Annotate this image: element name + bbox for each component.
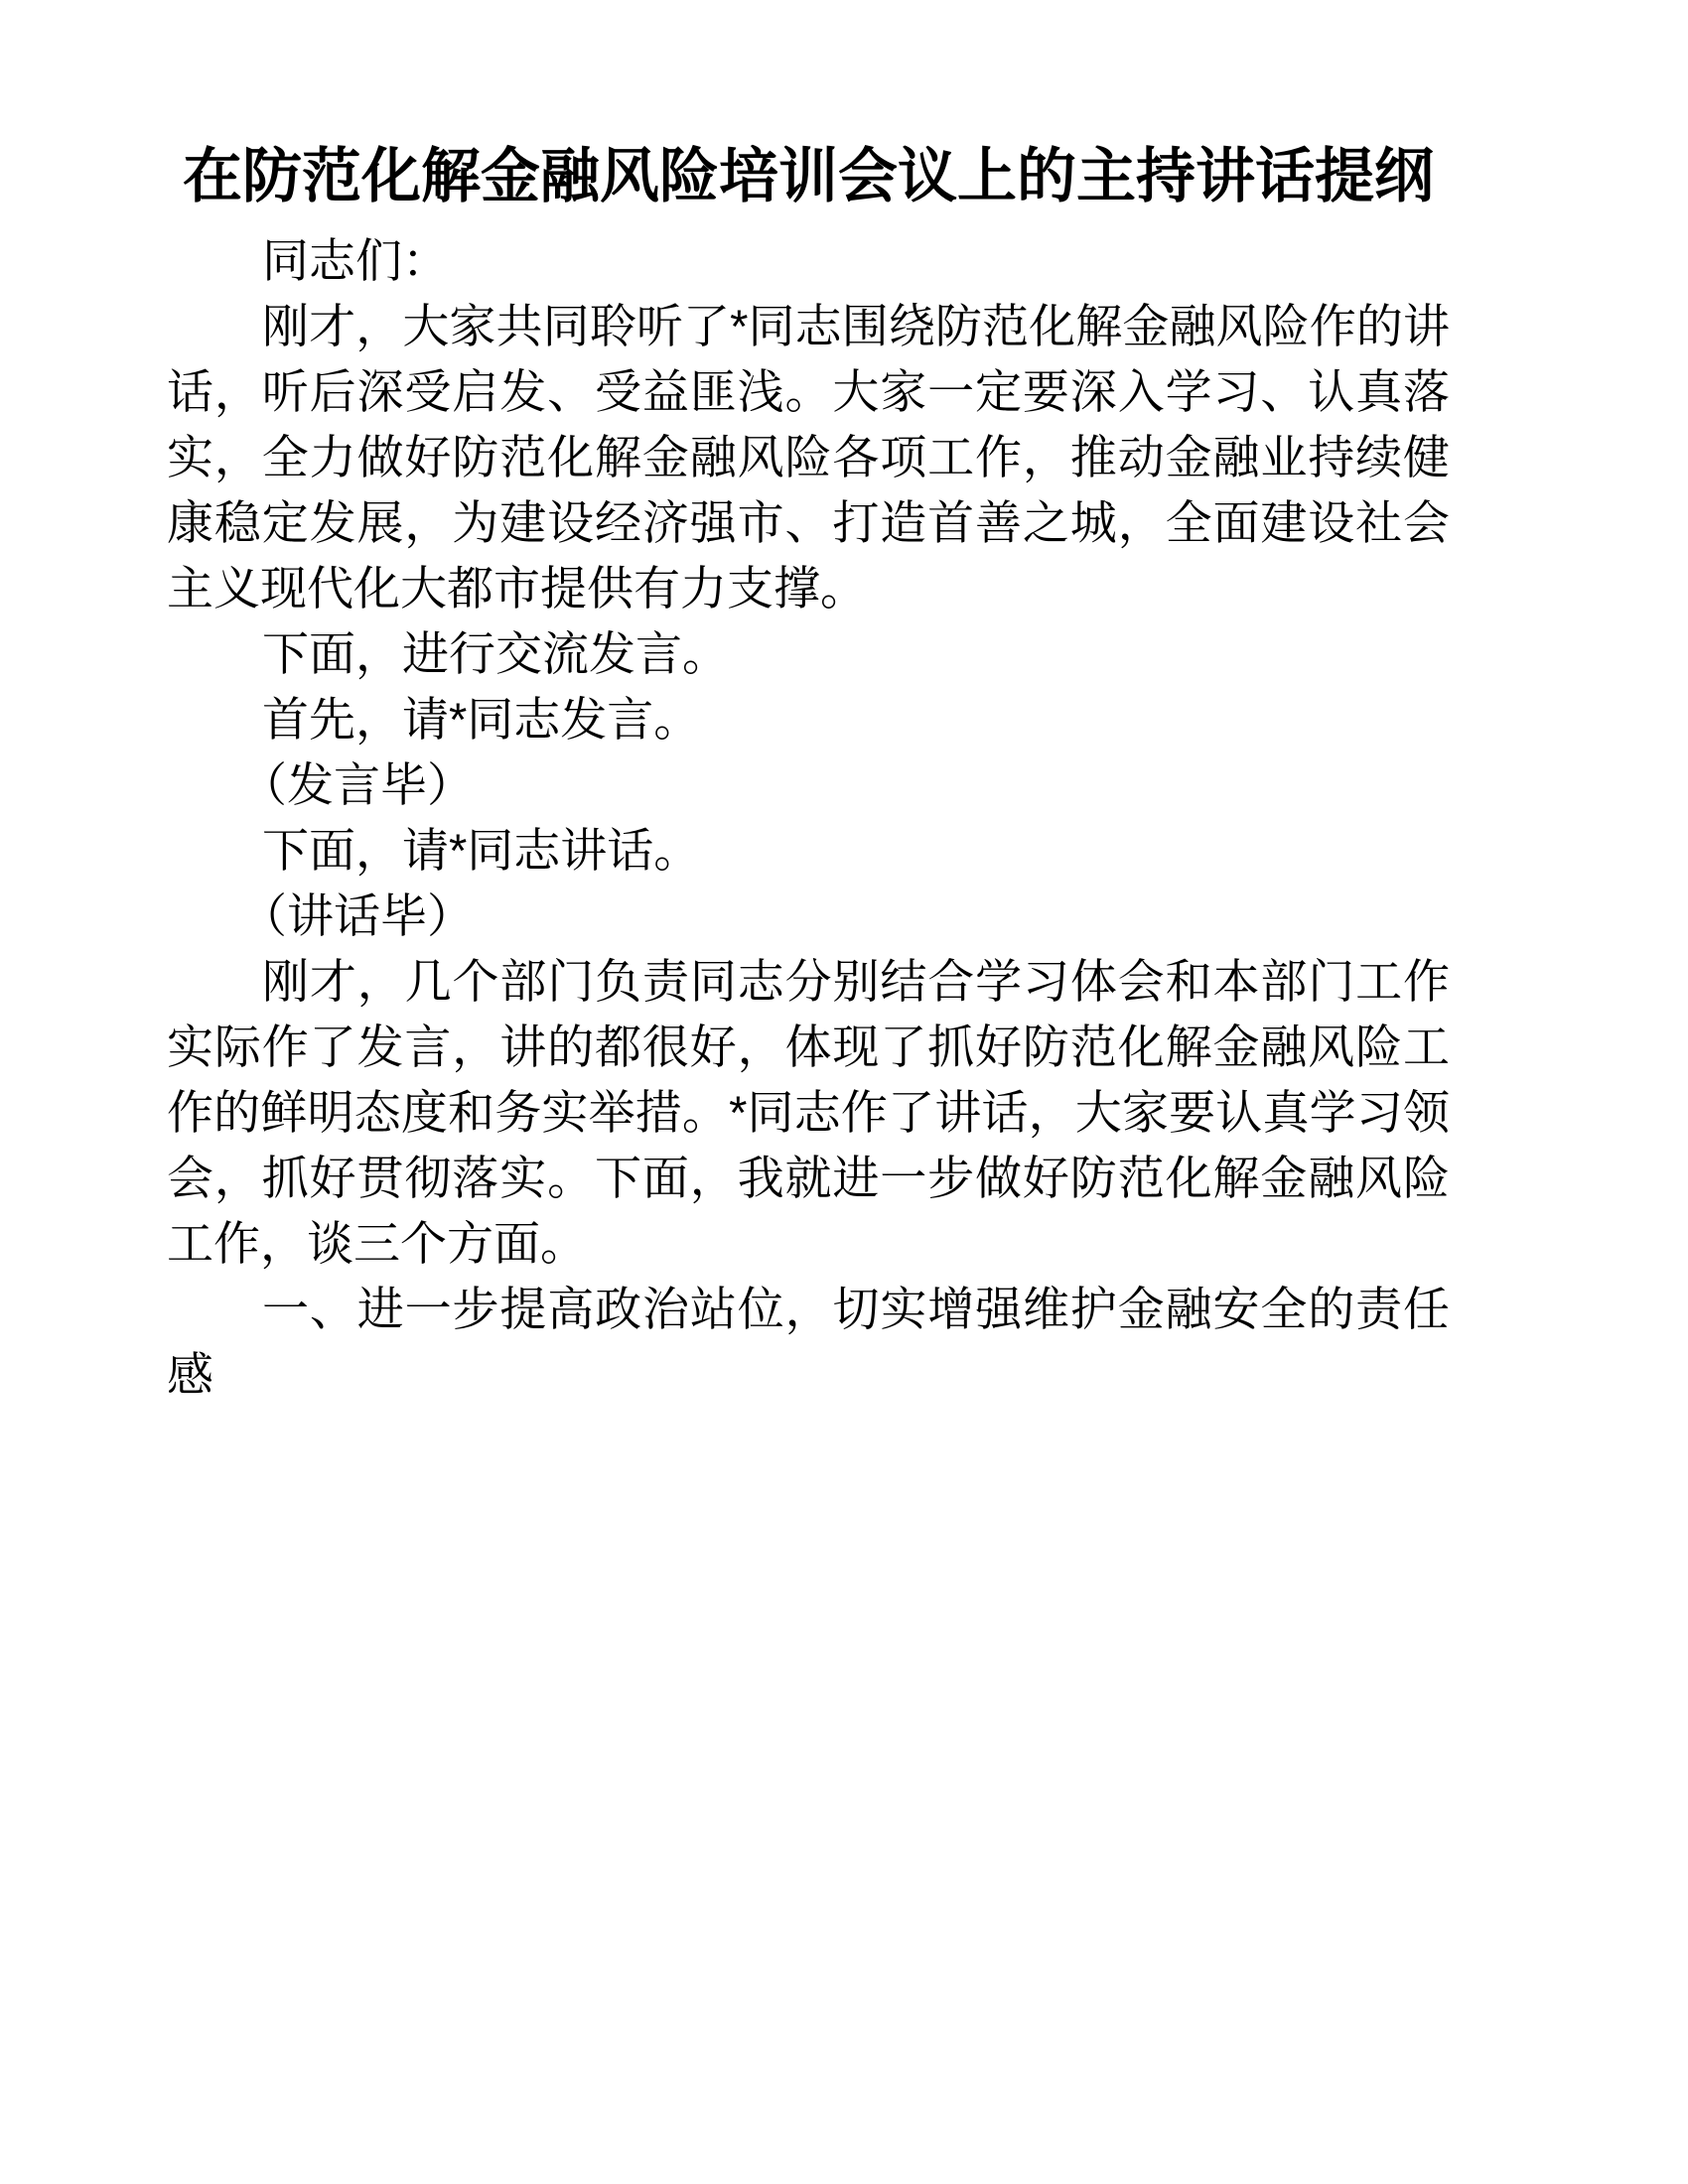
paragraph-invite-first-speaker: 首先，请*同志发言。 bbox=[262, 693, 701, 746]
document-title: 在防范化解金融风险培训会议上的主持讲话提纲 bbox=[183, 143, 1434, 209]
paragraph-speech-end-marker-2: （讲话毕） bbox=[240, 889, 474, 942]
paragraph-invite-second-speaker: 下面，请*同志讲话。 bbox=[262, 824, 701, 877]
paragraph-summary-remarks: 刚才，几个部门负责同志分别结合学习体会和本部门工作实际作了发言，讲的都很好，体现了抓好防范化解金融风险工作的鲜明态度和务实举措。*同志作了讲话，大家要认真学习领会，抓好贯彻落实。下面，我就进一步做好防范化解金融风险工作，谈三个方面。 bbox=[167, 955, 1450, 1270]
paragraph-speech-end-marker-1: （发言毕） bbox=[240, 758, 474, 811]
paragraph-section-heading-one: 一、进一步提高政治站位，切实增强维护金融安全的责任感 bbox=[167, 1283, 1450, 1401]
document-body bbox=[167, 139, 1450, 1408]
paragraph-opening-remarks: 刚才，大家共同聆听了*同志围绕防范化解金融风险作的讲话，听后深受启发、受益匪浅。大家一定要深入学习、认真落实，全力做好防范化解金融风险各项工作，推动金融业持续健康稳定发展，为建设经济强市、打造首善之城，全面建设社会主义现代化大都市提供有力支撑。 bbox=[167, 300, 1450, 614]
paragraph-transition-exchange: 下面，进行交流发言。 bbox=[262, 627, 729, 680]
paragraph-salutation: 同志们： bbox=[262, 234, 449, 287]
